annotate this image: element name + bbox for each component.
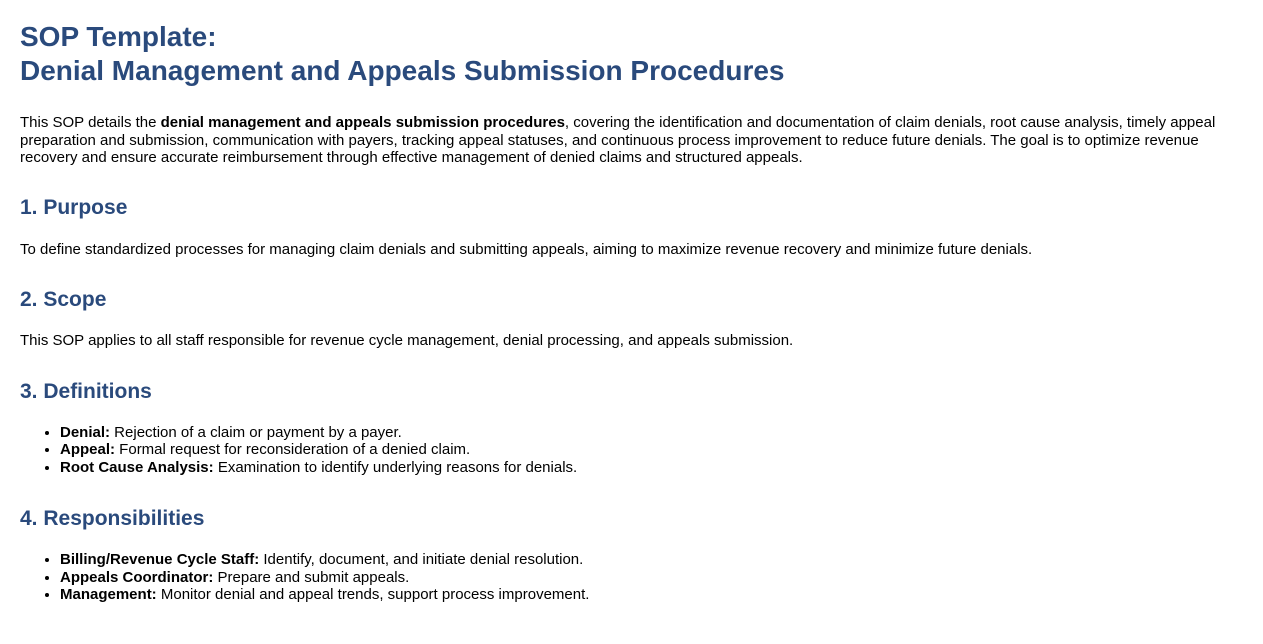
section-heading-definitions: 3. Definitions bbox=[20, 379, 152, 403]
list-item-text: Rejection of a claim or payment by a payer. bbox=[110, 423, 402, 441]
section-responsibilities bbox=[20, 507, 1243, 604]
list-item-text: Prepare and submit appeals. bbox=[213, 568, 410, 586]
section-heading-scope: 2. Scope bbox=[20, 288, 107, 312]
list-item-text: Identify, document, and initiate denial resolution. bbox=[259, 550, 584, 568]
section-purpose bbox=[20, 196, 1243, 258]
section-scope bbox=[20, 288, 1243, 350]
list-item-term: Management: bbox=[60, 586, 157, 604]
intro-paragraph bbox=[20, 114, 1243, 166]
list-item-text: Examination to identify underlying reasons for denials. bbox=[213, 459, 578, 477]
document-title-line2: Denial Management and Appeals Submission Procedures bbox=[20, 55, 785, 87]
list-item bbox=[60, 551, 1243, 569]
list-item bbox=[60, 424, 1243, 442]
section-heading-responsibilities: 4. Responsibilities bbox=[20, 506, 205, 530]
list-item bbox=[60, 586, 1243, 604]
list-item-text: Formal request for reconsideration of a denied claim. bbox=[115, 441, 471, 459]
list-item-term: Root Cause Analysis: bbox=[60, 459, 214, 477]
document-title-line1: SOP Template: bbox=[20, 21, 217, 52]
list-item-term: Appeal: bbox=[60, 441, 116, 459]
section-heading-purpose: 1. Purpose bbox=[20, 196, 128, 220]
responsibilities-list bbox=[20, 551, 1243, 604]
list-item-text: Monitor denial and appeal trends, support process improvement. bbox=[156, 586, 590, 604]
intro-text-suffix: , covering the identification and documentation of claim denials, root cause analysis, timely appeal preparation and submission, communication with payers, tracking appeal statuses, and continuous process improvement to reduce future denials. The goal is to optimize revenue recovery and ensure accurate reimbursement through effective management of denied claims and structured appeals. bbox=[20, 114, 1216, 167]
sop-document bbox=[0, 20, 1263, 644]
document-title bbox=[20, 20, 1243, 88]
intro-bold-phrase: denial management and appeals submission procedures bbox=[160, 114, 565, 132]
intro-text-prefix: This SOP details the bbox=[20, 114, 161, 132]
list-item-term: Billing/Revenue Cycle Staff: bbox=[60, 550, 260, 568]
section-paragraph-scope: This SOP applies to all staff responsible for revenue cycle management, denial processing, and appeals submission. bbox=[20, 332, 794, 350]
list-item bbox=[60, 569, 1243, 587]
list-item bbox=[60, 459, 1243, 477]
list-item bbox=[60, 441, 1243, 459]
section-paragraph-purpose: To define standardized processes for managing claim denials and submitting appeals, aiming to maximize revenue recovery and minimize future denials. bbox=[20, 240, 1033, 258]
definitions-list bbox=[20, 424, 1243, 477]
section-definitions bbox=[20, 380, 1243, 477]
list-item-term: Appeals Coordinator: bbox=[60, 568, 214, 586]
list-item-term: Denial: bbox=[60, 423, 111, 441]
